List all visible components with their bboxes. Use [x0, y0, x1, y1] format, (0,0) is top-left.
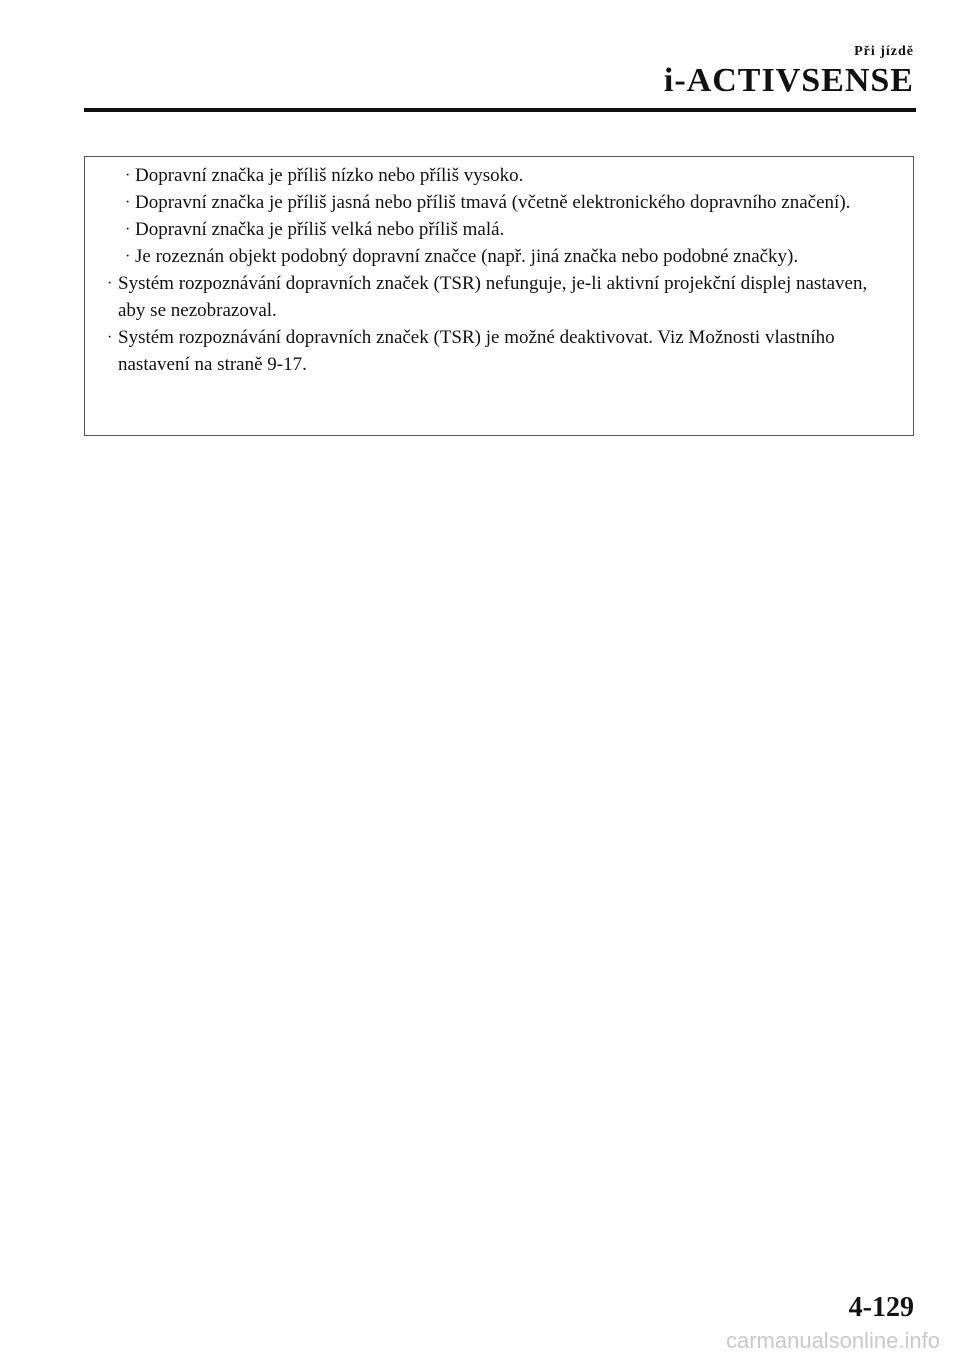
list-item-text: Dopravní značka je příliš jasná nebo příliš tmavá (včetně elektronického dopravního značení).	[135, 192, 851, 213]
list-item	[85, 189, 913, 216]
list-item	[85, 162, 913, 189]
list-item	[85, 216, 913, 243]
list-item-text: Systém rozpoznávání dopravních značek (TSR) je možné deaktivovat. Viz Možnosti vlastního nastavení na straně 9-17.	[118, 327, 835, 375]
list-item-text: Dopravní značka je příliš nízko nebo příliš vysoko.	[135, 165, 524, 186]
bullet-icon: ·	[107, 275, 113, 292]
bullet-icon: ·	[125, 221, 131, 238]
watermark: carmanualsonline.info	[725, 1328, 940, 1353]
list-item-text: Je rozeznán objekt podobný dopravní značce (např. jiná značka nebo podobné značky).	[135, 246, 799, 267]
bullet-icon: ·	[107, 329, 113, 346]
bullet-icon: ·	[125, 194, 131, 211]
list-item-text: Dopravní značka je příliš velká nebo příliš malá.	[135, 219, 505, 240]
page-number: 4-129	[848, 1292, 914, 1323]
section-title: i-ACTIVSENSE	[663, 62, 914, 99]
header-rule	[84, 108, 916, 112]
note-list	[85, 162, 913, 378]
list-item	[85, 270, 913, 324]
chapter-label: Při jízdě	[854, 44, 914, 59]
bullet-icon: ·	[125, 248, 131, 265]
list-item	[85, 324, 913, 378]
list-item	[85, 243, 913, 270]
list-item-text: Systém rozpoznávání dopravních značek (TSR) nefunguje, je-li aktivní projekční displej nastaven, aby se nezobrazoval.	[118, 273, 868, 321]
note-box	[84, 156, 914, 436]
bullet-icon: ·	[125, 167, 131, 184]
